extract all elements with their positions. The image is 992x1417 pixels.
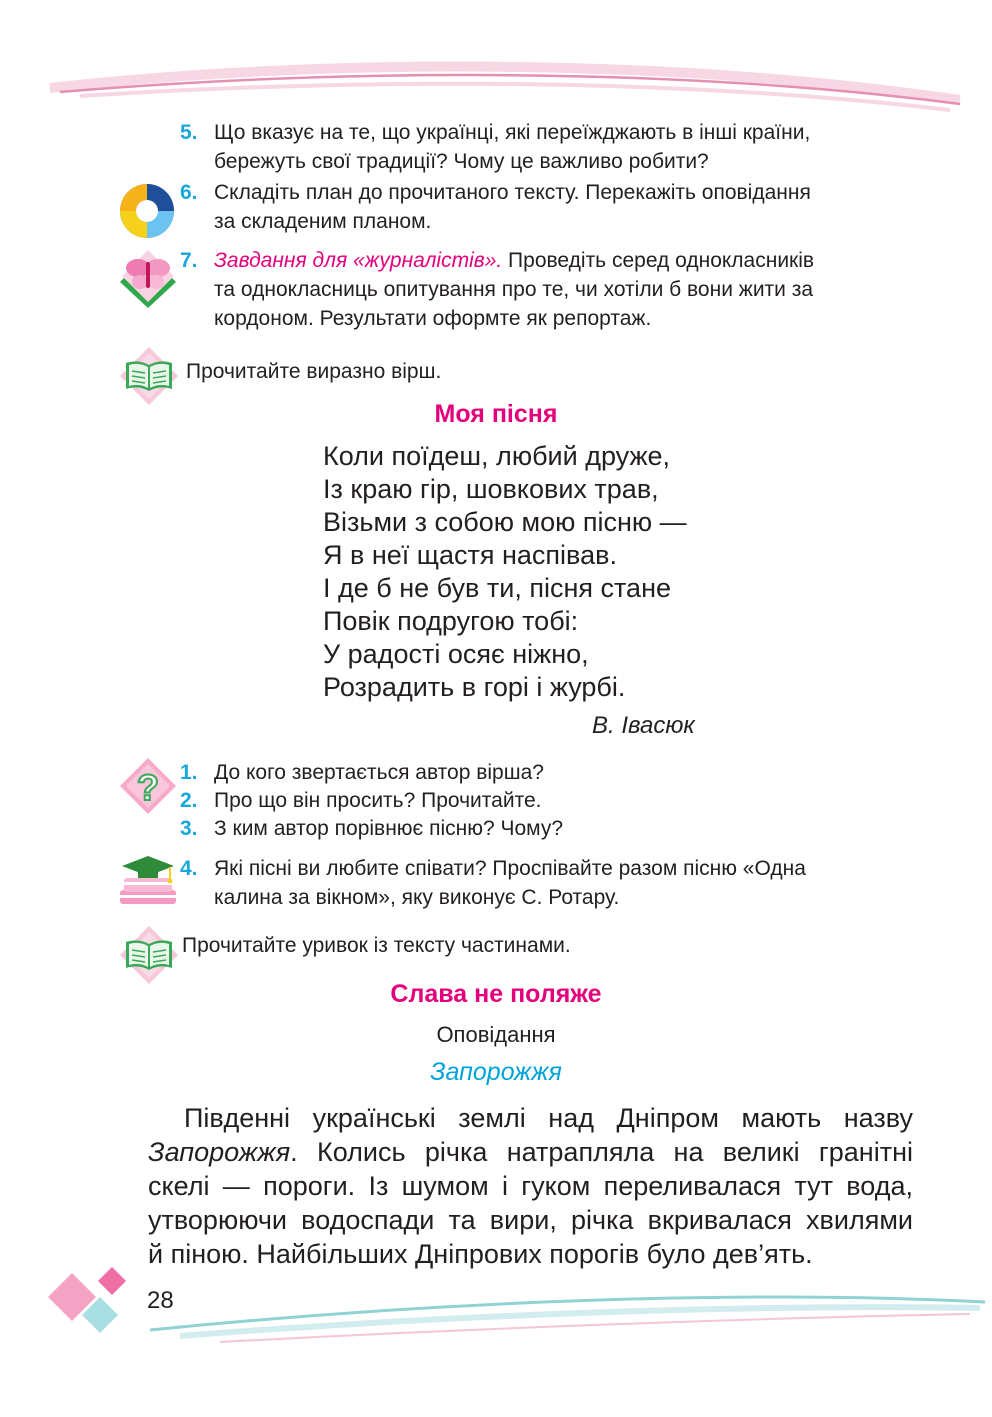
question-text: З ким автор порівнює пісню? Чому? <box>214 817 564 840</box>
question-3 <box>180 814 563 843</box>
story-paragraph <box>148 1101 913 1271</box>
poem-line: І де б не був ти, пісня стане <box>323 573 671 603</box>
question-2 <box>180 786 541 815</box>
prose-italic: Запорожжя <box>148 1137 291 1167</box>
question-text: До кого звертається автор вірша? <box>214 761 544 784</box>
question-number: 1. <box>180 761 198 784</box>
story-title: Слава не поляже <box>390 980 602 1008</box>
task-5 <box>180 118 920 176</box>
task-4 <box>180 854 920 912</box>
poem-body <box>323 440 687 704</box>
poem-line: Повік подругою тобі: <box>323 606 579 636</box>
prose-line: утворюючи водоспади та вири, річка вкривалася хвилями <box>148 1205 913 1235</box>
butterfly-icon <box>118 244 178 310</box>
corner-diamonds-decoration <box>40 1265 140 1340</box>
cycle-diagram-icon <box>118 182 176 240</box>
task-text: бережуть свої традиції? Чому це важливо робити? <box>214 150 709 173</box>
page-number: 28 <box>147 1287 174 1314</box>
graduation-cap-books-icon <box>116 852 180 912</box>
prose-line: Південні українські землі над Дніпром мають назву <box>184 1103 913 1133</box>
poem-line: Розрадить в горі і журбі. <box>323 672 626 702</box>
story-genre: Оповідання <box>436 1022 556 1047</box>
task-6 <box>180 178 920 236</box>
prose-line: скелі — пороги. Із шумом і гуком переливалася тут вода, <box>148 1171 913 1201</box>
task-number: 4. <box>180 857 198 880</box>
task-text: кордоном. Результати оформте як репортаж. <box>214 307 652 330</box>
open-book-icon <box>118 345 180 407</box>
poem-title: Моя пісня <box>434 400 558 428</box>
poem-line: Я в неї щастя наспівав. <box>323 540 617 570</box>
poem-line: Коли поїдеш, любий друже, <box>323 441 671 471</box>
task-text: та однокласниць опитування про те, чи хотіли б вони жити за <box>214 278 814 301</box>
read-instruction: Прочитайте виразно вірш. <box>186 360 442 383</box>
question-1 <box>180 758 544 787</box>
task-text: за складеним планом. <box>214 210 432 233</box>
task-italic-prefix: Завдання для «журналістів». <box>214 249 503 272</box>
prose-text: . Колись річка натрапляла на великі гранітні <box>290 1137 913 1167</box>
question-mark-icon <box>118 756 178 816</box>
poem-line: Із краю гір, шовкових трав, <box>323 474 659 504</box>
poem-author: В. Івасюк <box>592 712 695 739</box>
svg-text:?: ? <box>137 767 159 808</box>
task-number: 7. <box>180 249 198 272</box>
poem-line: Візьми з собою мою пісню — <box>323 507 687 537</box>
question-number: 3. <box>180 817 198 840</box>
question-number: 2. <box>180 789 198 812</box>
task-text: Які пісні ви любите співати? Проспівайте разом пісню «Одна <box>214 857 806 880</box>
read-instruction: Прочитайте уривок із тексту частинами. <box>182 934 571 957</box>
task-7 <box>180 246 920 333</box>
task-text: Складіть план до прочитаного тексту. Перекажіть оповідання <box>214 181 811 204</box>
open-book-icon <box>118 924 180 986</box>
task-text: калина за вікном», яку виконує С. Ротару. <box>214 886 620 909</box>
poem-line: У радості осяє ніжно, <box>323 639 589 669</box>
task-text: Проведіть серед однокласників <box>502 249 815 272</box>
question-text: Про що він просить? Прочитайте. <box>214 789 542 812</box>
task-text: Що вказує на те, що українці, які переїжджають в інші країни, <box>214 121 811 144</box>
task-number: 6. <box>180 181 198 204</box>
story-section-title: Запорожжя <box>430 1058 562 1086</box>
task-number: 5. <box>180 121 198 144</box>
prose-line <box>148 1135 913 1169</box>
prose-line: й піною. Найбільших Дніпрових порогів було дев’ять. <box>148 1239 813 1269</box>
